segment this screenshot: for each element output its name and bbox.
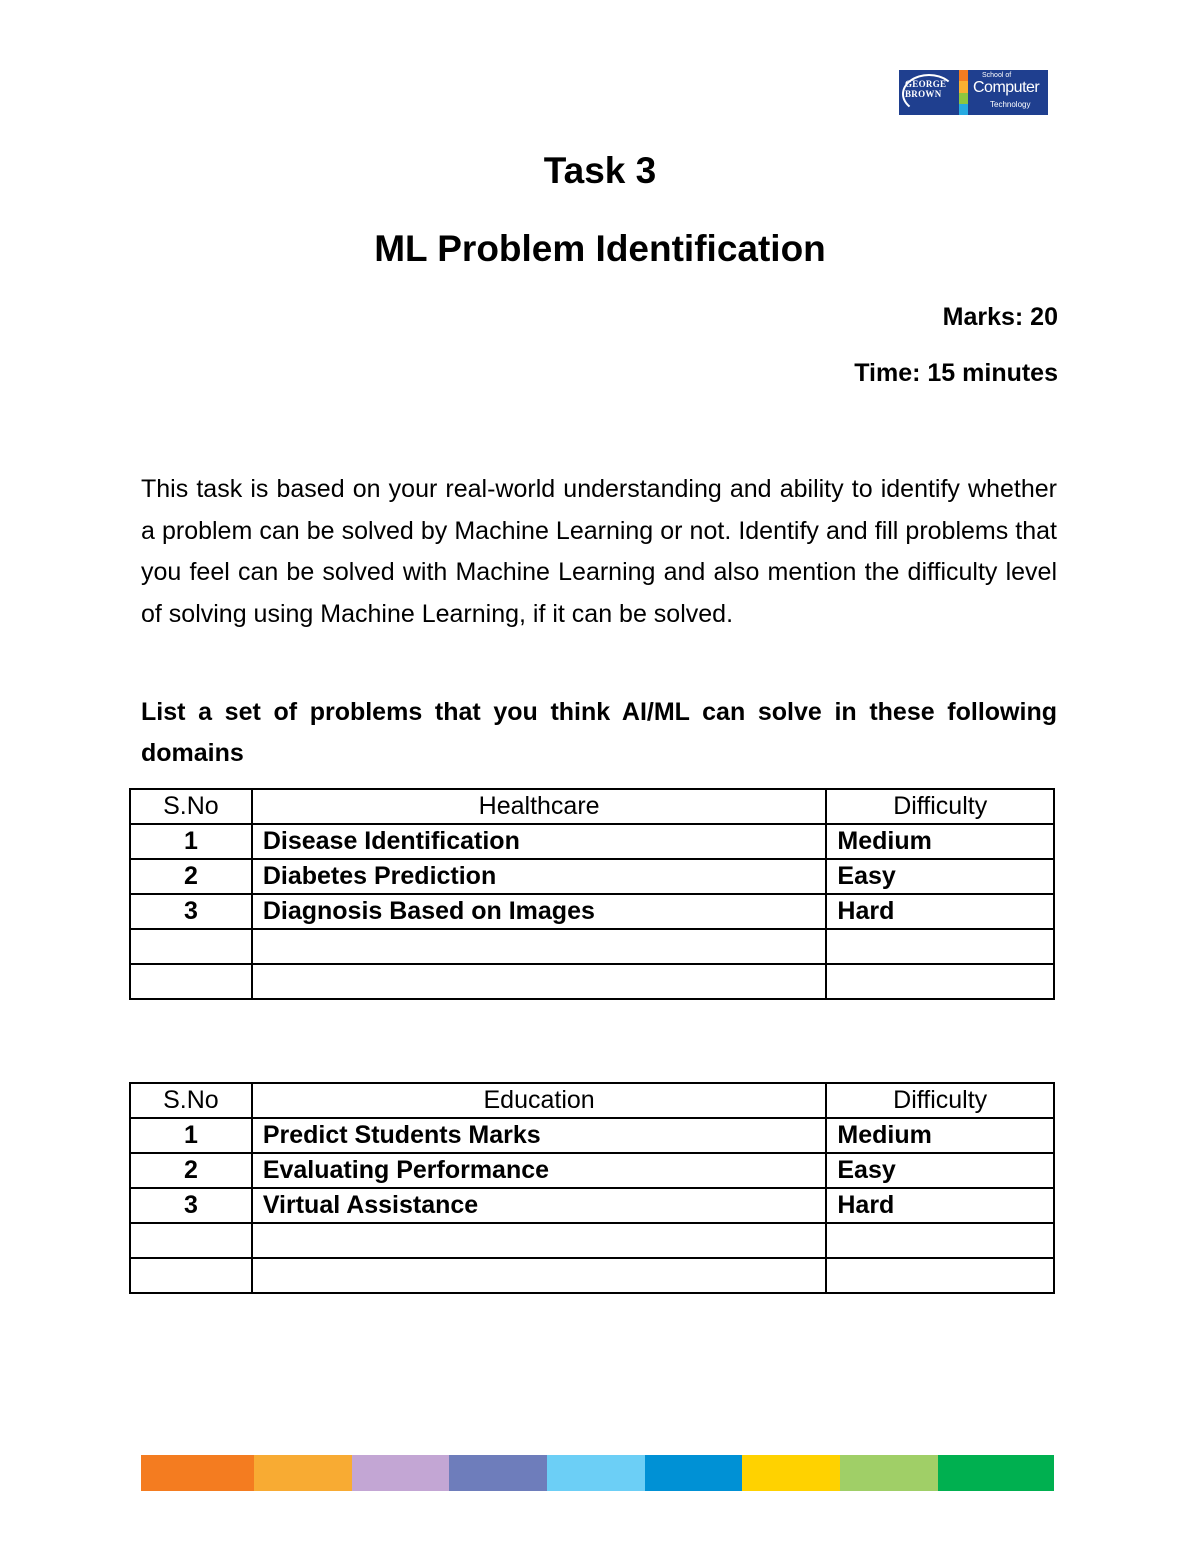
cell-sno[interactable] [130,1258,252,1293]
header-difficulty: Difficulty [826,1083,1054,1118]
cell-problem[interactable]: Evaluating Performance [252,1153,827,1188]
cell-difficulty[interactable] [826,1258,1054,1293]
logo-technology: Technology [990,100,1031,109]
cell-problem[interactable] [252,929,827,964]
cell-problem[interactable]: Predict Students Marks [252,1118,827,1153]
logo-school-of: School of [982,72,1012,79]
logo-stripe [959,104,968,115]
table-row-empty [130,1223,1054,1258]
education-table [129,1082,1055,1294]
cell-difficulty[interactable] [826,964,1054,999]
cell-sno[interactable]: 1 [130,824,252,859]
table-row-empty [130,929,1054,964]
color-bar-segment [938,1455,1054,1491]
task-description: This task is based on your real-world understanding and ability to identify whether a problem can be solved by Machine Learning or not. Identify and fill problems that you feel can be solved with Machine Learning and also mention the difficulty level of solving using Machine Learning, if it can be solved. [141,475,1057,628]
cell-problem[interactable] [252,964,827,999]
header-domain: Education [252,1083,827,1118]
table-header-row [130,789,1054,824]
cell-sno[interactable]: 2 [130,1153,252,1188]
cell-difficulty[interactable]: Easy [826,1153,1054,1188]
footer-color-bar [141,1455,1054,1491]
george-brown-logo-mark [899,70,959,115]
color-bar-segment [449,1455,547,1491]
color-bar-segment [840,1455,938,1491]
table-row [130,824,1054,859]
color-bar-segment [254,1455,352,1491]
school-name-block [968,70,1048,115]
logo-stripe [959,93,968,104]
color-bar-segment [352,1455,449,1491]
college-logo [899,70,1048,115]
color-bar-segment [141,1455,254,1491]
table-row [130,1188,1054,1223]
cell-problem[interactable]: Diabetes Prediction [252,859,827,894]
cell-problem[interactable]: Diagnosis Based on Images [252,894,827,929]
time-label: Time: 15 minutes [854,359,1058,387]
cell-problem[interactable]: Virtual Assistance [252,1188,827,1223]
header-sno: S.No [130,1083,252,1118]
logo-stripe [959,70,968,81]
cell-difficulty[interactable] [826,1223,1054,1258]
logo-color-stripes [959,70,968,115]
logo-college-name: GEORGE BROWN [905,79,947,99]
cell-difficulty[interactable]: Easy [826,859,1054,894]
task-title: Task 3 [543,150,657,191]
healthcare-table [129,788,1055,1000]
cell-problem[interactable] [252,1223,827,1258]
color-bar-segment [547,1455,645,1491]
task-instruction: List a set of problems that you think AI/ML can solve in these following domains [141,698,1057,767]
logo-computer: Computer [973,79,1040,96]
cell-difficulty[interactable]: Hard [826,1188,1054,1223]
cell-difficulty[interactable] [826,929,1054,964]
marks-label: Marks: 20 [942,303,1058,331]
cell-sno[interactable]: 1 [130,1118,252,1153]
cell-difficulty[interactable]: Medium [826,1118,1054,1153]
cell-sno[interactable] [130,1223,252,1258]
table-header-row [130,1083,1054,1118]
cell-difficulty[interactable]: Medium [826,824,1054,859]
header-sno: S.No [130,789,252,824]
table-row [130,859,1054,894]
cell-problem[interactable]: Disease Identification [252,824,827,859]
color-bar-segment [645,1455,742,1491]
cell-sno[interactable]: 3 [130,894,252,929]
cell-difficulty[interactable]: Hard [826,894,1054,929]
table-row [130,1118,1054,1153]
cell-problem[interactable] [252,1258,827,1293]
page-title: ML Problem Identification [374,228,826,269]
header-domain: Healthcare [252,789,827,824]
table-row-empty [130,964,1054,999]
cell-sno[interactable] [130,964,252,999]
table-row [130,894,1054,929]
header-difficulty: Difficulty [826,789,1054,824]
cell-sno[interactable]: 3 [130,1188,252,1223]
cell-sno[interactable] [130,929,252,964]
table-row-empty [130,1258,1054,1293]
logo-stripe [959,81,968,92]
cell-sno[interactable]: 2 [130,859,252,894]
color-bar-segment [742,1455,840,1491]
table-row [130,1153,1054,1188]
